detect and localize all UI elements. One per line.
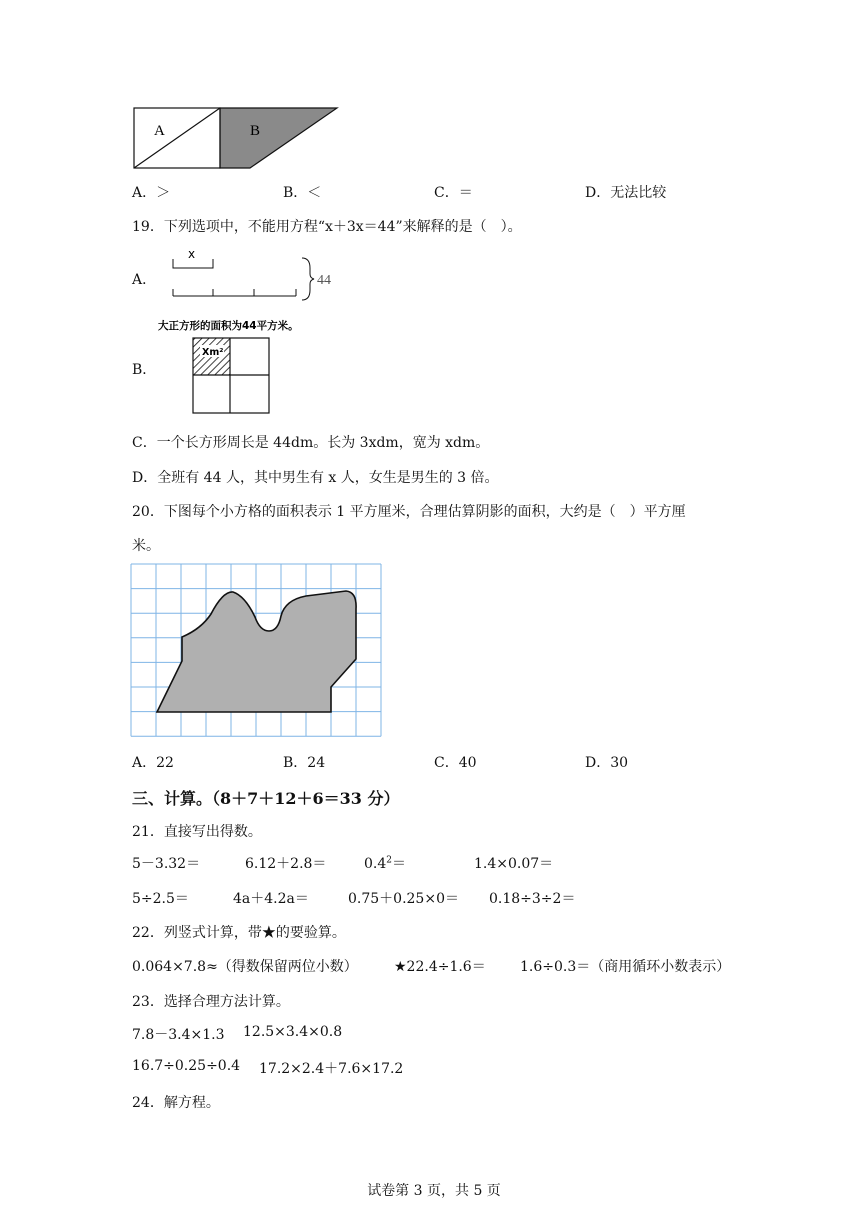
q21-item-3-base: 0.4 [364, 856, 387, 872]
label-b: B [250, 123, 261, 139]
q21-item-4: 1.4×0.07＝ [474, 856, 554, 872]
q18-option-a[interactable]: A．＞ [132, 185, 171, 201]
q18-option-d[interactable]: D．无法比较 [585, 185, 667, 201]
q23-stem: 23．选择合理方法计算。 [132, 994, 290, 1010]
q20-option-b[interactable]: B．24 [283, 755, 326, 771]
q19-option-a-label[interactable]: A． [132, 272, 157, 288]
q22-stem: 22．列竖式计算，带★的要验算。 [132, 925, 346, 941]
q20-option-c[interactable]: C．40 [434, 755, 477, 771]
q22-item-1: 0.064×7.8≈（得数保留两位小数） [132, 959, 358, 975]
q18-figure [132, 106, 342, 172]
diagonal-line [134, 108, 220, 168]
q19-stem: 19．下列选项中，不能用方程“x＋3x＝44”来解释的是（ ）。 [132, 219, 522, 235]
q20-option-a[interactable]: A．22 [132, 755, 174, 771]
q21-item-8: 0.18÷3÷2＝ [489, 891, 576, 907]
q23-item-4: 17.2×2.4＋7.6×17.2 [259, 1061, 404, 1077]
q20-grid-figure [131, 564, 383, 740]
total-label: 44 [317, 273, 331, 288]
q20-option-d[interactable]: D．30 [585, 755, 629, 771]
label-a: A [154, 123, 165, 139]
q21-item-3-equals: ＝ [392, 856, 406, 872]
brace-icon [302, 258, 314, 300]
q19-option-c[interactable]: C．一个长方形周长是 44dm。长为 3xdm，宽为 xdm。 [132, 435, 490, 451]
q24-stem: 24．解方程。 [132, 1095, 220, 1111]
q21-item-3 [364, 853, 406, 873]
q21-item-6: 4a＋4.2a＝ [233, 891, 309, 907]
page-footer: 试卷第 3 页，共 5 页 [367, 1183, 501, 1199]
q23-item-2: 12.5×3.4×0.8 [243, 1024, 343, 1040]
q18-option-c[interactable]: C．＝ [434, 185, 473, 201]
q20-stem-line2: 米。 [132, 538, 160, 554]
q22-item-2: ★22.4÷1.6＝ [394, 959, 486, 975]
q21-stem: 21．直接写出得数。 [132, 824, 262, 840]
shaded-region [157, 591, 356, 712]
segment-x-label: x [188, 247, 196, 261]
parallelogram-b [220, 108, 337, 168]
caption: 大正方形的面积为44平方米。 [158, 320, 299, 332]
q19-figure-a [168, 244, 338, 302]
q22-item-3: 1.6÷0.3＝（商用循环小数表示） [520, 959, 731, 975]
q20-stem-line1: 20．下图每个小方格的面积表示 1 平方厘米，合理估算阴影的面积，大约是（ ）平方厘 [132, 504, 686, 520]
q23-item-3: 16.7÷0.25÷0.4 [132, 1058, 241, 1074]
q23-item-1: 7.8－3.4×1.3 [132, 1027, 225, 1043]
q21-item-2: 6.12＋2.8＝ [245, 856, 327, 872]
cell-label: Xm² [202, 347, 224, 358]
q19-option-b-label[interactable]: B． [132, 362, 157, 378]
section3-title: 三、计算。（8＋7＋12＋6＝33 分） [132, 789, 400, 808]
q21-item-7: 0.75＋0.25×0＝ [348, 891, 459, 907]
q18-option-b[interactable]: B．＜ [283, 185, 322, 201]
q19-figure-b [158, 318, 318, 416]
q21-item-3-exponent: 2 [386, 855, 392, 866]
q21-item-1: 5－3.32＝ [132, 856, 201, 872]
q19-option-d[interactable]: D．全班有 44 人，其中男生有 x 人，女生是男生的 3 倍。 [132, 470, 499, 486]
q21-item-5: 5÷2.5＝ [132, 891, 189, 907]
